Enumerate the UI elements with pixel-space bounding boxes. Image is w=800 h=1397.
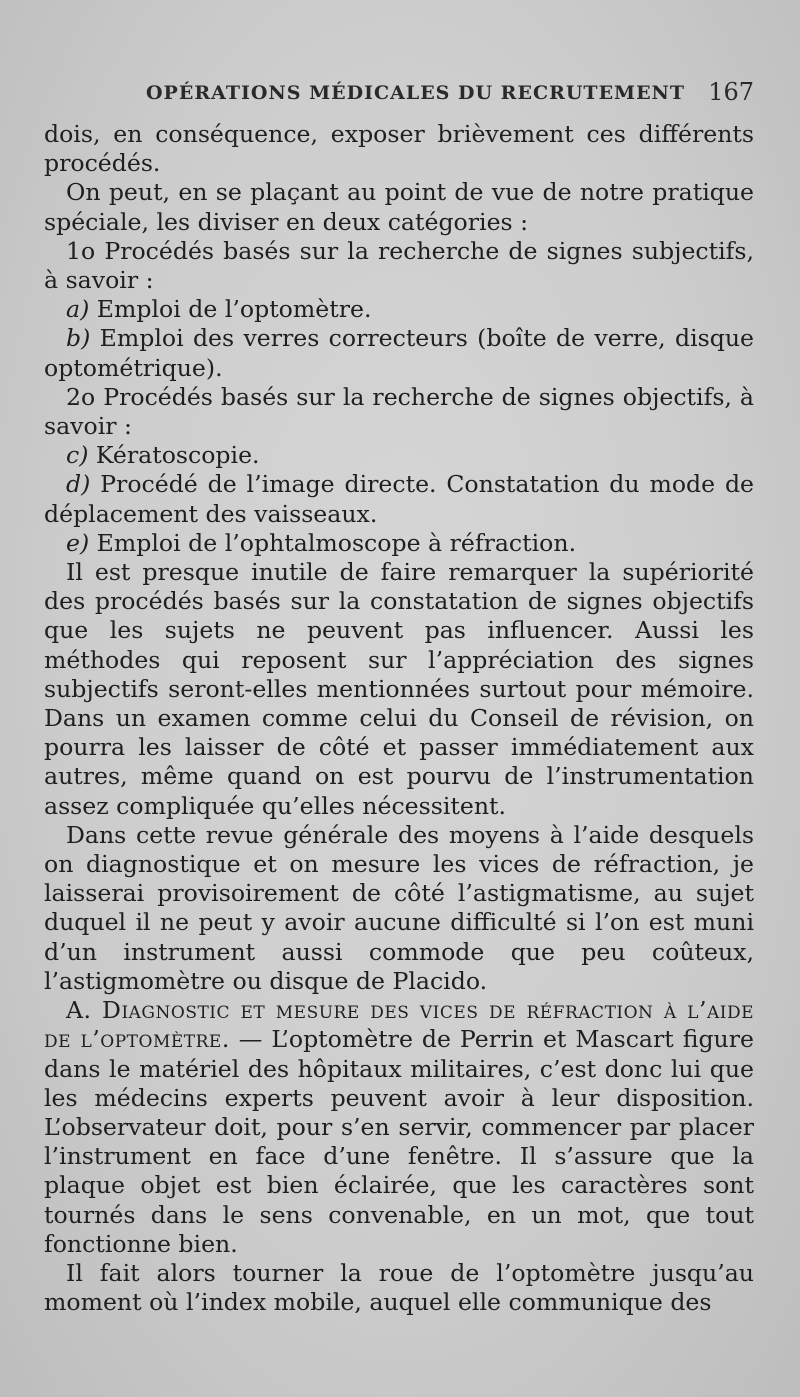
paragraph: Dans cette revue générale des moyens à l’aide desquels on diagnostique et on mesure les vices de réfraction, je laisserai provisoirement de côté l’astigmatisme, au sujet duquel il ne peut y avoir aucune difficulté si l’on est muni d’un instrument aussi commode que peu coûteux, l’astigmomètre ou disque de Placido. bbox=[44, 820, 754, 995]
list-label: b) bbox=[66, 324, 91, 353]
list-item bbox=[44, 529, 754, 558]
body-text bbox=[44, 120, 754, 1317]
list-text: Emploi des verres correcteurs (boîte de verre, disque optométrique). bbox=[44, 324, 755, 382]
list-item bbox=[44, 295, 754, 324]
paragraph: dois, en conséquence, exposer brièvement ces différents procédés. bbox=[44, 120, 754, 178]
list-item bbox=[44, 470, 754, 528]
paragraph bbox=[44, 996, 754, 1259]
list-label: e) bbox=[66, 528, 90, 557]
paragraph: On peut, en se plaçant au point de vue de notre pratique spéciale, les diviser en deux catégories : bbox=[44, 178, 754, 236]
list-label: d) bbox=[66, 470, 91, 499]
page-number: 167 bbox=[708, 78, 754, 106]
page-header bbox=[0, 74, 800, 114]
paragraph: Il fait alors tourner la roue de l’optomètre jusqu’au moment où l’index mobile, auquel elle communique des bbox=[44, 1258, 754, 1317]
paragraph: Il est presque inutile de faire remarquer la supériorité des procédés basés sur la constatation de signes objectifs que les sujets ne peuvent pas influencer. Aussi les méthodes qui reposent sur l’appréciation des signes subjectifs seront-elles mentionnées surtout pour mémoire. Dans un examen comme celui du Conseil de révision, on pourra les laisser de côté et passer immédiatement aux autres, même quand on est pourvu de l’instrumentation assez compliquée qu’elles nécessitent. bbox=[44, 558, 754, 820]
list-item bbox=[44, 324, 754, 382]
list-text: Emploi de l’ophtalmoscope à réfraction. bbox=[96, 528, 577, 557]
list-text: Procédé de l’image directe. Constatation du mode de déplacement des vaisseaux. bbox=[44, 470, 755, 528]
list-text: Kératoscopie. bbox=[95, 441, 260, 470]
section-heading: A. Diagnostic et mesure des vices de réfraction à l’aide de l’optomètre. bbox=[44, 996, 754, 1054]
list-label: c) bbox=[66, 441, 89, 470]
list-item bbox=[44, 441, 754, 470]
list-label: a) bbox=[66, 295, 90, 324]
running-head: OPÉRATIONS MÉDICALES DU RECRUTEMENT bbox=[146, 82, 686, 104]
paragraph: 2o Procédés basés sur la recherche de signes objectifs, à savoir : bbox=[44, 382, 754, 441]
paragraph: 1o Procédés basés sur la recherche de signes subjectifs, à savoir : bbox=[44, 236, 754, 295]
paragraph-text: — L’optomètre de Perrin et Mascart figure dans le matériel des hôpitaux militaires, c’est donc lui que les médecins experts peuvent avoir à leur disposition. L’observateur doit, pour s’en servir, commencer par placer l’instrument en face d’une fenêtre. Il s’assure que la plaque objet est bien éclairée, que les caractères sont tournés dans le sens convenable, en un mot, que tout fonctionne bien. bbox=[44, 1025, 754, 1258]
list-text: Emploi de l’optomètre. bbox=[96, 295, 372, 324]
